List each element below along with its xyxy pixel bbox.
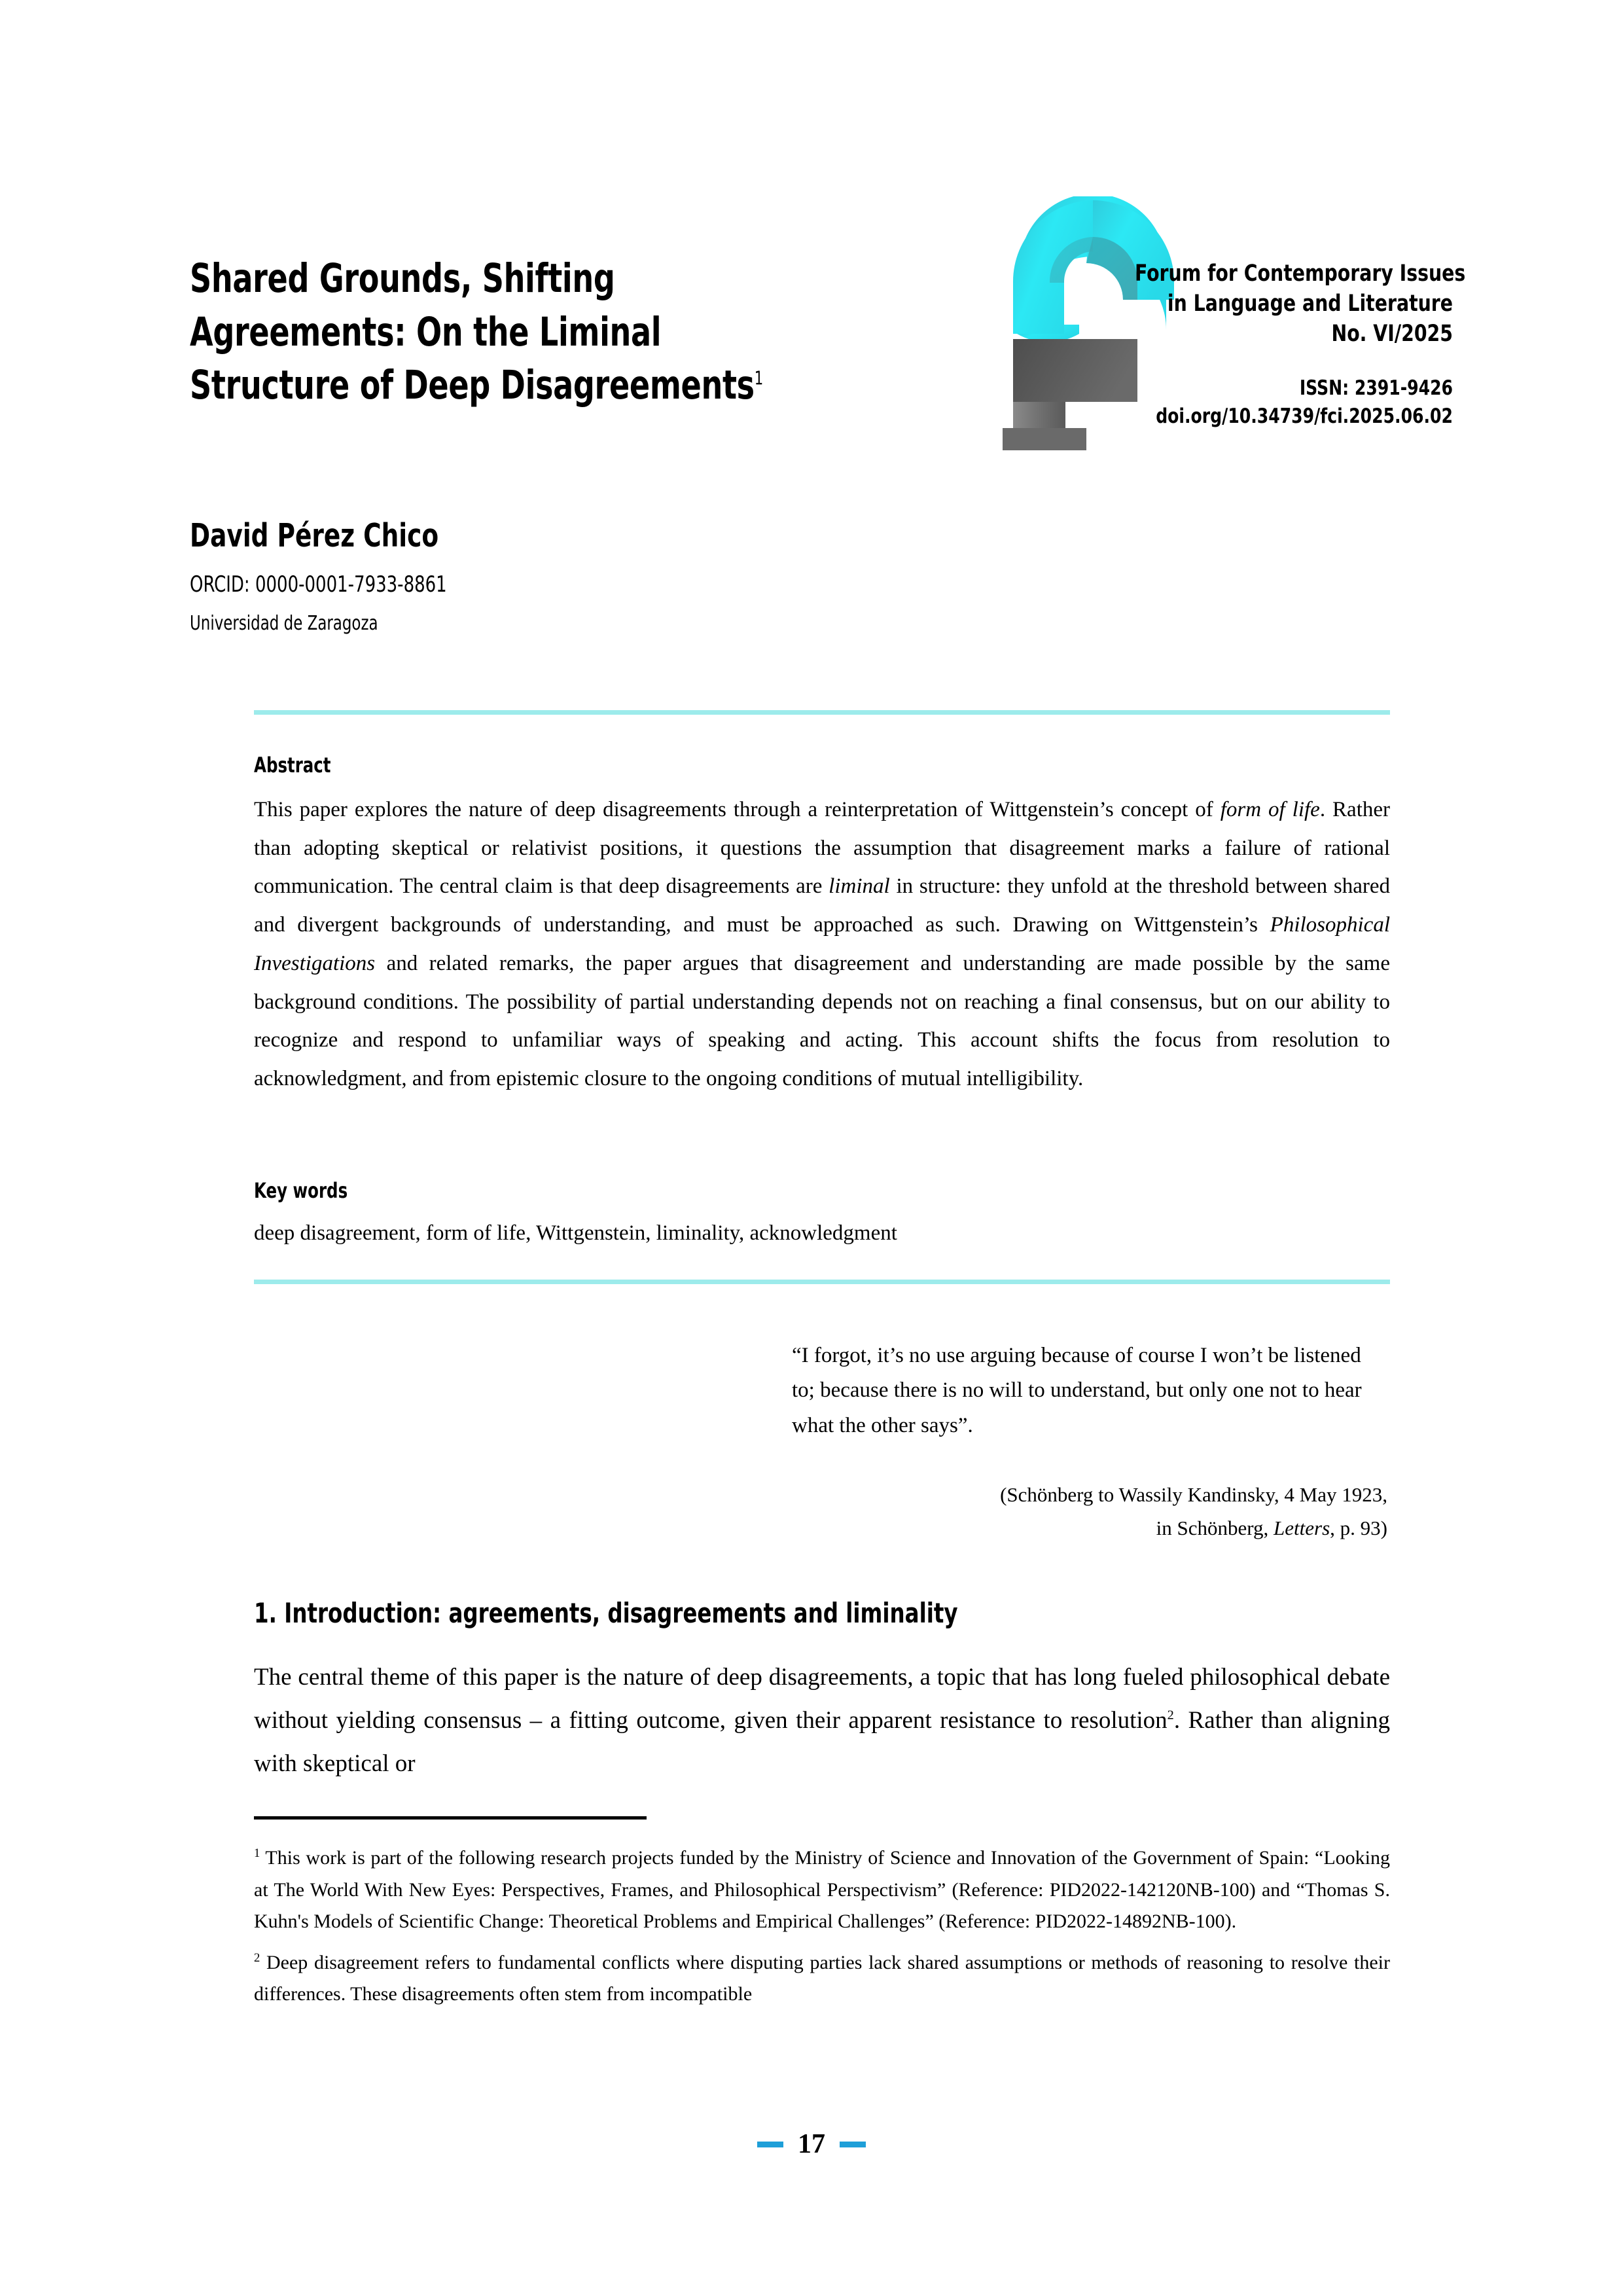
author-affiliation: Universidad de Zaragoza xyxy=(190,612,378,635)
journal-line-2: in Language and Literature xyxy=(1167,290,1453,317)
journal-issue: No. VI/2025 xyxy=(1331,321,1453,347)
page-dash-right xyxy=(840,2142,866,2147)
epigraph-source-line-1: (Schönberg to Wassily Kandinsky, 4 May 1923, xyxy=(1000,1483,1387,1507)
page-title-text: Shared Grounds, Shifting Agreements: On the Liminal Structure of Deep Disagreements xyxy=(190,255,755,409)
body-part-1: The central theme of this paper is the nature of deep disagreements, a topic that has long fueled philosophical debate without yielding consensus – a fitting outcome, given their apparent resistance to resolution xyxy=(254,1664,1390,1734)
keywords-label: Key words xyxy=(254,1178,348,1203)
page-footer xyxy=(0,2130,1623,2158)
footnote-1-marker: 1 xyxy=(254,1846,260,1860)
author-block xyxy=(190,517,1106,635)
divider-bottom xyxy=(254,1280,1390,1284)
epigraph-source-italic: Letters xyxy=(1274,1516,1330,1539)
abstract-part-3: in structure: they unfold at the threshold between shared and divergent backgrounds of understanding, and must be approached as such. Drawing on Wittgenstein’s xyxy=(254,874,1390,937)
keywords-section xyxy=(254,1178,1390,1251)
footnote-2-text: Deep disagreement refers to fundamental conflicts where disputing parties lack shared assumptions or methods of reasoning to resolve their differences. These disagreements often stem from incompatible xyxy=(254,1951,1390,2005)
footnote-2-marker: 2 xyxy=(254,1950,260,1965)
masthead-identifiers xyxy=(1086,374,1453,431)
page-header xyxy=(190,196,1466,458)
body-footnote-marker[interactable]: 2 xyxy=(1167,1708,1174,1723)
footnotes-block xyxy=(254,1842,1390,2020)
footnote-separator xyxy=(254,1816,647,1820)
author-orcid[interactable]: ORCID: 0000-0001-7933-8861 xyxy=(190,571,447,598)
abstract-part-2: . Rather than adopting skeptical or relativist positions, it questions the assumption that disagreement marks a failure of rational communication. The central claim is that deep disagreements are xyxy=(254,798,1390,899)
abstract-text xyxy=(254,791,1390,1098)
footnote-2 xyxy=(254,1947,1390,2011)
title-footnote-marker: 1 xyxy=(754,368,763,390)
section-body-text xyxy=(254,1656,1390,1785)
title-block xyxy=(190,196,923,412)
abstract-italic-2: liminal xyxy=(829,874,890,899)
epigraph-source-prefix: in Schönberg, xyxy=(1156,1516,1274,1539)
section-heading: 1. Introduction: agreements, disagreements and liminality xyxy=(254,1597,958,1629)
abstract-italic-1: form of life xyxy=(1220,798,1320,821)
abstract-part-1: This paper explores the nature of deep disagreements through a reinterpretation of Wittgenstein’s concept of xyxy=(254,798,1221,821)
divider-top xyxy=(254,710,1390,715)
page-number: 17 xyxy=(798,2129,825,2159)
abstract-section xyxy=(254,753,1390,1098)
footnote-1 xyxy=(254,1842,1390,1938)
doi-link[interactable]: doi.org/10.34739/fci.2025.06.02 xyxy=(1156,404,1453,428)
abstract-italic-3: Philosophical Investigations xyxy=(254,913,1390,975)
journal-masthead xyxy=(1001,196,1466,458)
issn: ISSN: 2391-9426 xyxy=(1299,376,1453,400)
epigraph-source xyxy=(792,1479,1387,1544)
page-dash-left xyxy=(757,2142,783,2147)
body-part-2: . Rather than aligning with skeptical or xyxy=(254,1706,1391,1777)
epigraph-block xyxy=(792,1338,1387,1545)
page-title xyxy=(190,252,806,412)
journal-line-1: Forum for Contemporary Issues xyxy=(1135,260,1466,287)
epigraph-quote: “I forgot, it’s no use arguing because of course I won’t be listened to; because there is no will to understand, but only one not to hear what the other says”. xyxy=(792,1344,1362,1437)
footnote-1-text: This work is part of the following research projects funded by the Ministry of Science and Innovation of the Government of Spain: “Looking at The World With New Eyes: Perspectives, Frames, and Philosophical Perspectivism” (Reference: PID2022-142120NB-100) and “Thomas S. Kuhn's Models of Scientific Change: Theoretical Problems and Empirical Challenges” (Reference: PID2022-14892NB-100). xyxy=(254,1847,1390,1933)
epigraph-source-suffix: , p. 93) xyxy=(1330,1516,1387,1539)
author-name: David Pérez Chico xyxy=(190,517,439,554)
keywords-text: deep disagreement, form of life, Wittgenstein, liminality, acknowledgment xyxy=(254,1221,897,1245)
abstract-label: Abstract xyxy=(254,753,331,778)
masthead-journal-name xyxy=(1099,259,1466,350)
abstract-part-4: and related remarks, the paper argues that disagreement and understanding are made possible by the same background conditions. The possibility of partial understanding depends not on reaching a final consensus, but on our ability to recognize and respond to unfamiliar ways of speaking and acting. This account shifts the focus from resolution to acknowledgment, and from epistemic closure to the ongoing conditions of mutual intelligibility. xyxy=(254,951,1390,1091)
